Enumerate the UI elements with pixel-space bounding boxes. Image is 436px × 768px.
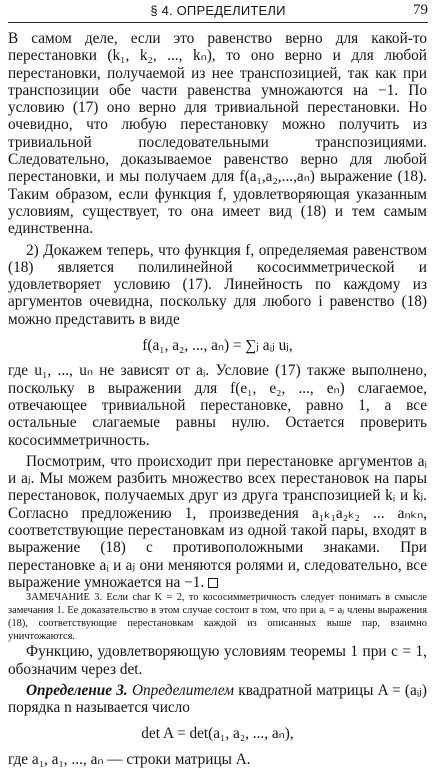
paragraph-6: где a₁, a₁, ..., aₙ — строки матрицы A. [8, 750, 251, 768]
definition-term: Определителем [131, 681, 235, 699]
equation-linear-form: f(a₁, a₂, ..., aₙ) = ∑ⱼ aᵢⱼ uⱼ, [142, 337, 293, 355]
equation-determinant: det A = det(a₁, a₂, ..., aₙ), [141, 725, 294, 743]
remark-3: ЗАМЕЧАНИЕ 3. Если char K = 2, то кососимметричность следует понимать в смысле замечания 1. Ее доказательство в этом случае состоит в том, что при aᵢ = aⱼ члены выражения (18), соответствующие перестановкам каждой из описанных выше пар, взаимно уничтожаются. [8, 592, 427, 643]
paragraph-2: 2) Докажем теперь, что функция f, определяемая равенством (18) является полилинейной кососимметрической и удовлетворяет условию (17). Линейность по каждому из аргументов очевидна, поскольку для любого i равенство (18) можно представить в виде [8, 241, 427, 328]
paragraph-4-text: Посмотрим, что происходит при перестановке аргументов aᵢ и aⱼ. Мы можем разбить множество всех перестановок на пары перестановок, получаемых друг из друга транспозицией kᵢ и kⱼ. Согласно предложению 1, произведения a₁ₖ₁a₂ₖ₂ ... aₙₖₙ, соответствующие перестановкам из одной такой пары, входят в выражение (18) с противоположными знаками. При перестановке aᵢ и aⱼ они меняются ролями и, следовательно, все выражение умножается на −1. [8, 452, 427, 591]
paragraph-5: Функцию, удовлетворяющую условиям теоремы 1 при c = 1, обозначим через det. [8, 643, 427, 678]
paragraph-1: В самом деле, если это равенство верно для какой-то перестановки (k₁, k₂, ..., kₙ), то оно верно и для любой перестановки, получаемой из нее транспозицией, так как при транспозиции обе части равенства умножаются на −1. По условию (17) оно верно для тривиальной перестановки. Но очевидно, что любую перестановку можно получить из тривиальной последовательными транспозициями. Следовательно, доказываемое равенство верно для любой перестановки, и мы получаем для f(a₁,a₂,...,aₙ) выражение (18). Таким образом, если функция f, удовлетворяющая указанным условиям, существует, то она имеет вид (18) и тем самым единственна. [8, 30, 427, 238]
definition-text: квадратной матрицы A = (aᵢⱼ) порядка n называется число [8, 681, 428, 717]
paragraph-3: где u₁, ..., uₙ не зависят от aᵢ. Условие (17) также выполнено, поскольку в выражении для f(e₁, e₂, ..., eₙ) слагаемое, отвечающее тривиальной перестановке, равно 1, а все остальные слагаемые равны нулю. Остается проверить кососимметричность. [8, 362, 427, 449]
section-title: § 4. ОПРЕДЕЛИТЕЛИ [150, 3, 286, 18]
page-number: 79 [413, 2, 428, 18]
definition-label: Определение 3. [26, 681, 128, 699]
definition-3 [8, 682, 427, 717]
paragraph-4 [8, 453, 427, 591]
running-head [8, 2, 428, 23]
page-body [8, 30, 427, 768]
qed-square-icon [208, 578, 218, 588]
